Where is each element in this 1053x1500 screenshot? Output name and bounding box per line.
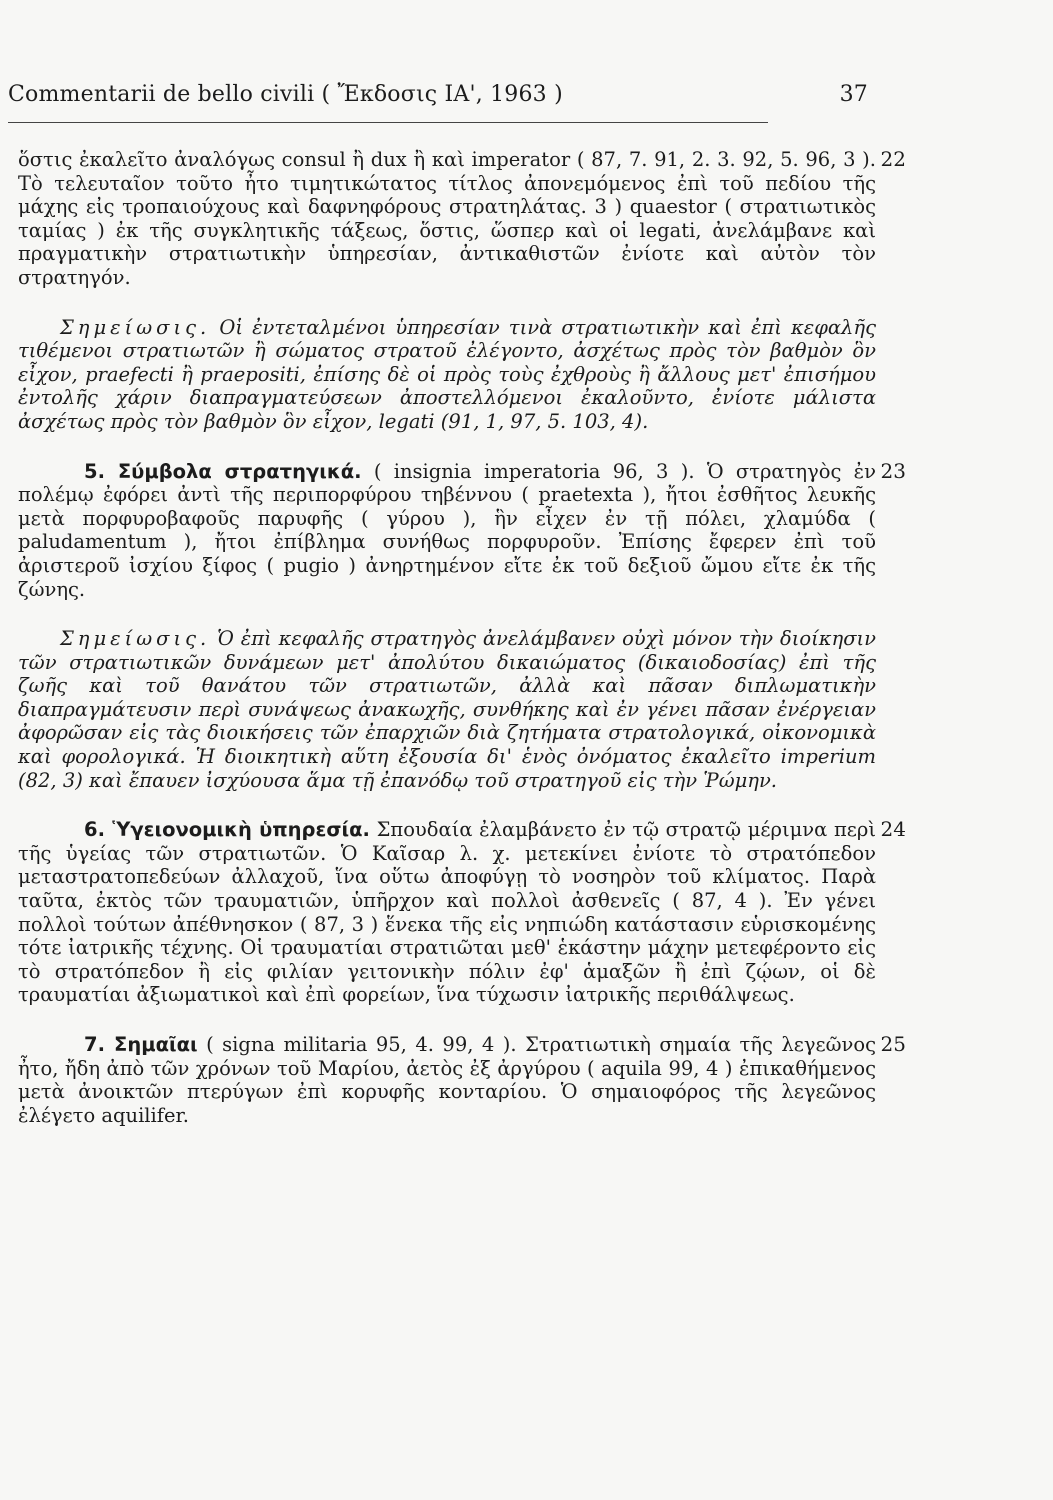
margin-number: 25 — [880, 1032, 906, 1056]
section-5-insignia — [18, 458, 906, 602]
section-text: Σπουδαία ἐλαμβάνετο ἐν τῷ στρατῷ μέριμνα περὶ τῆς ὑγείας τῶν στρατιωτῶν. Ὁ Καῖσαρ λ. χ. μετεκίνει ἐνίοτε τὸ στρατόπεδον μεταστρατοπεδεύων ἀλλαχοῦ, ἵνα οὕτω ἀποφύγῃ τὸ νοσηρὸν τοῦ κλίματος. Παρὰ ταῦτα, ἐκτὸς τῶν τραυματιῶν, ὑπῆρχον καὶ πολλοὶ ἀσθενεῖς ( 87, 4 ). Ἐν γένει πολλοὶ τούτων ἀπέθνησκον ( 87, 3 ) ἕνεκα τῆς εἰς νηπιώδη κατάστασιν εὑρισκομένης τότε ἰατρικῆς τέχνης. Οἱ τραυματίαι στρατιῶται μεθ' ἑκάστην μάχην μετεφέροντο εἰς τὸ στρατόπεδον ἢ εἰς φιλίαν γειτονικὴν πόλιν ἐφ' ἁμαξῶν ἢ ἐπὶ ζῴων, οἱ δὲ τραυματίαι ἀξιωματικοὶ καὶ ἐπὶ φορείων, ἵνα τύχωσιν ἰατρικῆς περιθάλψεως. — [18, 818, 876, 1007]
header-rule — [8, 122, 768, 123]
section-title: 5. Σύμβολα στρατηγικά. — [84, 459, 362, 483]
section-text: ( signa militaria 95, 4. 99, 4 ). Στρατιωτικὴ σημαία τῆς λεγεῶνος ἦτο, ἤδη ἀπὸ τῶν χρόνων τοῦ Μαρίου, ἀετὸς ἐξ ἀργύρου ( aquila 99, 4 ) ἐπικαθήμενος μετὰ ἀνοικτῶν πτερύγων ἐπὶ κορυφῆς κονταρίου. Ὁ σημαιοφόρος τῆς λεγεῶνος ἐλέγετο aquilifer. — [18, 1033, 877, 1127]
margin-number: 22 — [880, 147, 906, 171]
section-title: 6. Ὑγειονομικὴ ὑπηρεσία. — [84, 818, 370, 842]
paragraph-text: ὅστις ἐκαλεῖτο ἀναλόγως consul ἢ dux ἢ καὶ imperator ( 87, 7. 91, 2. 3. 92, 5. 96, 3 ). Τὸ τελευταῖον τοῦτο ἦτο τιμητικώτατος τίτλος ἀπονεμόμενος ἐπὶ τοῦ πεδίου τῆς μάχης εἰς τροπαιούχους καὶ δαφνηφόρους στρατηλάτας. 3 ) quaestor ( στρατιωτικὸς ταμίας ) ἐκ τῆς συγκλητικῆς τάξεως, ὅστις, ὥσπερ καὶ οἱ legati, ἀνελάμβανε καὶ πραγματικὴν στρατιωτικὴν ὑπηρεσίαν, ἀντικαθιστῶν ἐνίοτε καὶ αὐτὸν τὸν στρατηγόν. — [18, 148, 876, 289]
page-body — [18, 147, 906, 1153]
section-6-medical — [18, 817, 906, 1007]
margin-number: 23 — [880, 458, 906, 483]
note-praefecti — [18, 316, 876, 434]
margin-number: 24 — [880, 817, 906, 842]
running-header — [8, 82, 868, 107]
section-7-standards — [18, 1032, 906, 1127]
note-text: Ὁ ἐπὶ κεφαλῆς στρατηγὸς ἀνελάμβανεν οὐχὶ μόνον τὴν διοίκησιν τῶν στρατιωτικῶν δυνάμεων μετ' ἀπολύτου δικαιώματος (δικαιοδοσίας) ἐπὶ τῆς ζωῆς καὶ τοῦ θανάτου τῶν στρατιωτῶν, ἀλλὰ καὶ πᾶσαν διπλωματικὴν διαπραγμάτευσιν περὶ συνάψεως ἀνακωχῆς, συνθήκης καὶ ἐν γένει πᾶσαν ἐνέργειαν ἀφορῶσαν εἰς τὰς διοικήσεις τῶν ἐπαρχιῶν διὰ ζητήματα στρατολογικά, οἰκονομικὰ καὶ φορολογικά. Ἡ διοικητικὴ αὕτη ἐξουσία δι' ἑνὸς ὀνόματος ἐκαλεῖτο imperium (82, 3) καὶ ἔπαυεν ἰσχύουσα ἅμα τῇ ἐπανόδῳ τοῦ στρατηγοῦ εἰς τὴν Ῥώμην. — [18, 627, 877, 792]
section-text: ( insignia imperatoria 96, 3 ). Ὁ στρατηγὸς ἐν πολέμῳ ἐφόρει ἀντὶ τῆς περιπορφύρου τηβέννου ( praetexta ), ἤτοι ἐσθῆτος λευκῆς μετὰ πορφυροβαφοῦς παρυφῆς ( γύρου ), ἣν εἶχεν ἐν τῇ πόλει, χλαμύδα ( paludamentum ), ἤτοι ἐπίβλημα συνήθως πορφυροῦν. Ἐπίσης ἔφερεν ἐπὶ τοῦ ἀριστεροῦ ἰσχίου ξίφος ( pugio ) ἀνηρτημένον εἴτε ἐκ τοῦ δεξιοῦ ὤμου εἴτε ἐκ τῆς ζώνης. — [18, 459, 876, 601]
note-imperium — [18, 627, 876, 792]
section-title: 7. Σημαῖαι — [84, 1033, 198, 1056]
note-text: Οἱ ἐντεταλμένοι ὑπηρεσίαν τινὰ στρατιωτικὴν καὶ ἐπὶ κεφαλῆς τιθέμενοι στρατιωτῶν ἢ σώματος στρατοῦ ἐλέγοντο, ἀσχέτως πρὸς τὸν βαθμὸν ὃν εἶχον, praefecti ἢ praepositi, ἐπίσης δὲ οἱ πρὸς τοὺς ἐχθροὺς ἢ ἄλλους μετ' ἐπισήμου ἐντολῆς χάριν διαπραγματεύσεων ἀποστελλόμενοι ἐκαλοῦντο, ἐνίοτε μάλιστα ἀσχέτως πρὸς τὸν βαθμὸν ὃν εἶχον, legati (91, 1, 97, 5. 103, 4). — [18, 315, 877, 433]
note-lead: Σημείωσις. — [60, 627, 211, 651]
header-title: Commentarii de bello civili ( Ἔκδοσις ΙΑ', 1963 ) — [8, 82, 563, 107]
paragraph-22 — [18, 147, 906, 290]
note-lead: Σημείωσις. — [60, 315, 211, 339]
page-number: 37 — [839, 82, 868, 107]
